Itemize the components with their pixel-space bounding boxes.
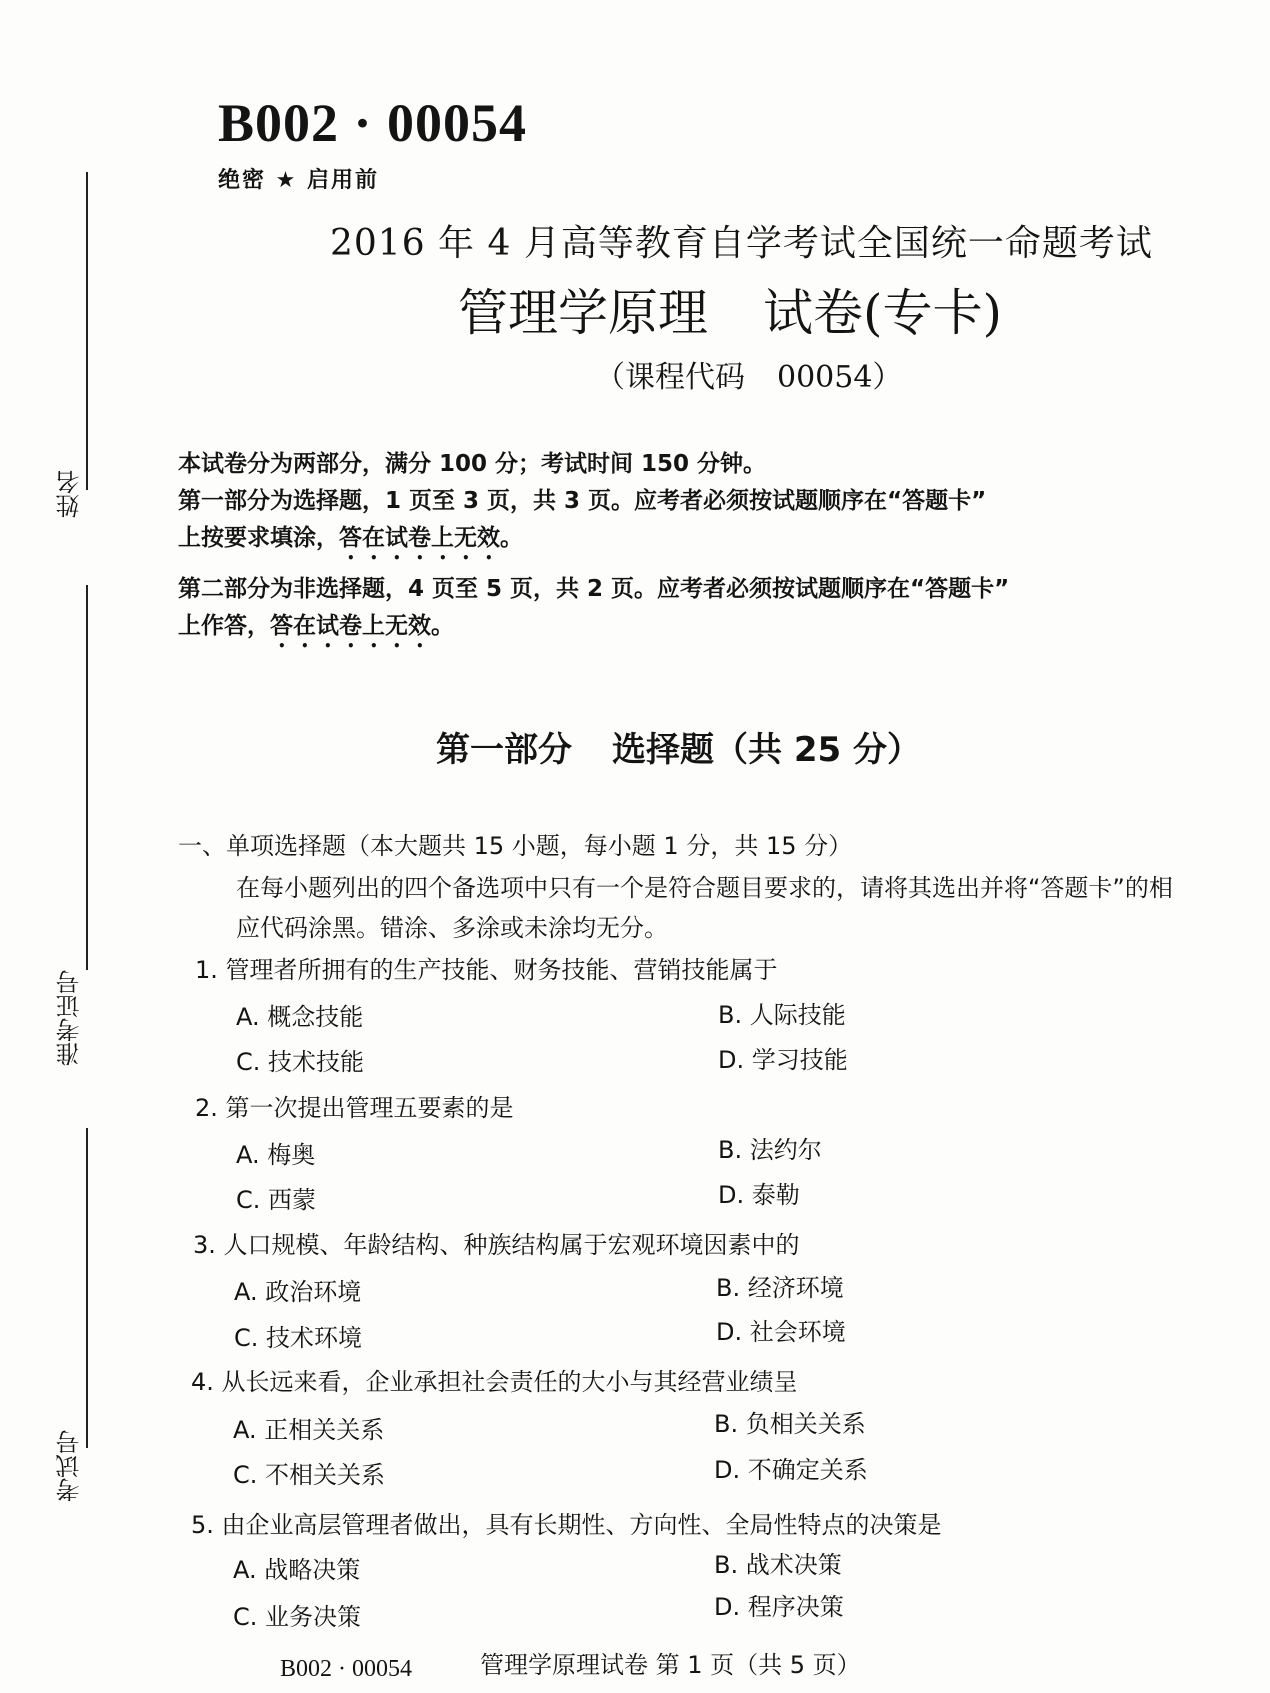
question-5-option-b: B. 战术决策 (714, 1551, 842, 1579)
instruction-line-2b: 上按要求填涂，答在试卷上无效。 (178, 525, 523, 551)
question-4-option-b: B. 负相关关系 (714, 1410, 866, 1438)
question-5-option-d: D. 程序决策 (714, 1593, 844, 1621)
question-4-option-c: C. 不相关关系 (233, 1461, 386, 1489)
question-3-option-a: A. 政治环境 (234, 1278, 362, 1306)
name-label: 姓名 (56, 470, 84, 518)
instruction-line-2a: 第一部分为选择题，1 页至 3 页，共 3 页。应考者必须按试题顺序在“答题卡” (178, 488, 987, 514)
instruction-line-3b: 上作答，答在试卷上无效。 (178, 613, 454, 639)
question-4-option-a: A. 正相关关系 (233, 1416, 385, 1444)
question-2-option-b: B. 法约尔 (718, 1136, 822, 1164)
section-heading: 一、单项选择题（本大题共 15 小题，每小题 1 分，共 15 分） (178, 832, 853, 860)
question-3-option-c: C. 技术环境 (234, 1324, 363, 1352)
question-5-option-a: A. 战略决策 (233, 1556, 361, 1584)
section-description: 在每小题列出的四个备选项中只有一个是符合题目要求的，请将其选出并将“答题卡”的相应代码涂黑。错涂、多涂或未涂均无分。 (236, 874, 1173, 942)
part-title: 第一部分 选择题（共 25 分） (436, 730, 921, 770)
exam-title: 2016 年 4 月高等教育自学考试全国统一命题考试 (330, 223, 1153, 264)
instruction-line-1: 本试卷分为两部分，满分 100 分；考试时间 150 分钟。 (178, 451, 767, 477)
exam-instructions (178, 446, 1218, 653)
emphasis-invalid: 答在试卷上无效 (339, 525, 500, 551)
subject-name: 管理学原理 (458, 284, 708, 342)
footer-paper-code: B002 · 00054 (280, 1656, 412, 1682)
confidentiality-mark: 绝密 ★ 启用前 (218, 168, 380, 193)
question-3-option-b: B. 经济环境 (716, 1274, 844, 1302)
course-code-label: （课程代码 (595, 360, 745, 395)
paper-type: 试卷(专卡) (763, 284, 1003, 342)
question-2-option-a: A. 梅奥 (236, 1141, 316, 1169)
question-5-option-c: C. 业务决策 (233, 1603, 362, 1631)
exam-no-label: 考试号 (56, 1430, 84, 1502)
question-2: 2. 第一次提出管理五要素的是 (195, 1094, 514, 1122)
footer-page-info: 管理学原理试卷 第 1 页（共 5 页） (480, 1651, 861, 1679)
course-code-value: 00054） (777, 360, 903, 395)
admission-label: 准考证号 (56, 970, 84, 1066)
question-3: 3. 人口规模、年龄结构、种族结构属于宏观环境因素中的 (193, 1231, 800, 1259)
emphasis-invalid: 答在试卷上无效 (270, 613, 431, 639)
question-5: 5. 由企业高层管理者做出，具有长期性、方向性、全局性特点的决策是 (191, 1511, 942, 1539)
question-4: 4. 从长远来看，企业承担社会责任的大小与其经营业绩呈 (191, 1368, 798, 1396)
question-1: 1. 管理者所拥有的生产技能、财务技能、营销技能属于 (195, 956, 778, 984)
question-1-option-b: B. 人际技能 (718, 1001, 846, 1029)
question-1-option-c: C. 技术技能 (236, 1048, 365, 1076)
question-1-option-d: D. 学习技能 (718, 1046, 848, 1074)
instruction-line-3a: 第二部分为非选择题，4 页至 5 页，共 2 页。应考者必须按试题顺序在“答题卡” (178, 576, 1010, 602)
question-3-option-d: D. 社会环境 (716, 1318, 846, 1346)
question-2-option-d: D. 泰勒 (718, 1181, 800, 1209)
course-code (595, 352, 902, 396)
subject-title (458, 273, 1002, 345)
paper-code: B002 · 00054 (218, 93, 528, 153)
question-1-option-a: A. 概念技能 (236, 1003, 364, 1031)
question-2-option-c: C. 西蒙 (236, 1186, 317, 1214)
admission-underline (86, 585, 88, 970)
name-underline (86, 172, 88, 490)
question-4-option-d: D. 不确定关系 (714, 1456, 868, 1484)
exam-no-underline (86, 1128, 88, 1448)
